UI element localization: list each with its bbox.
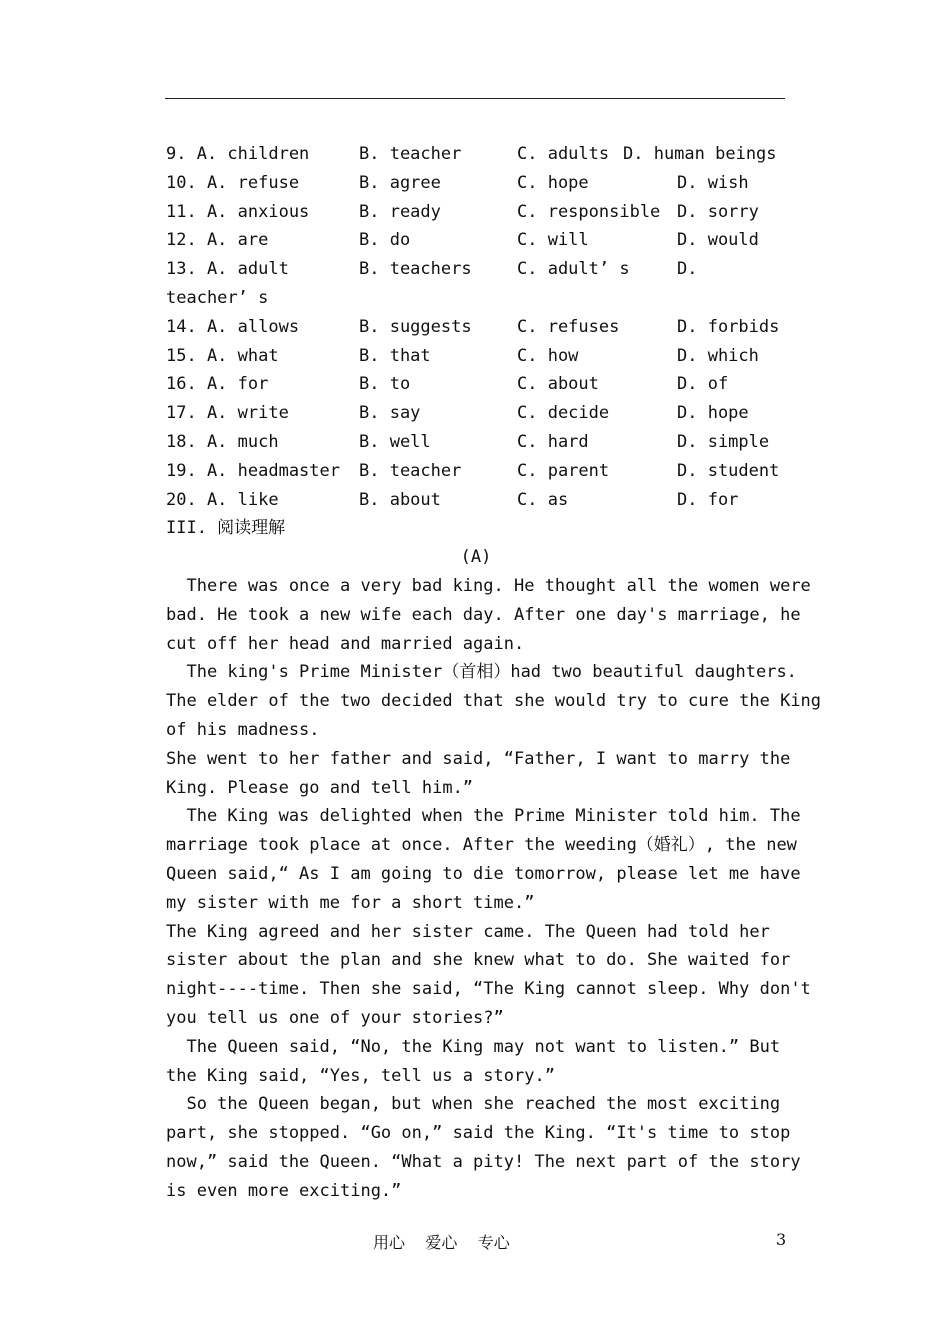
passage-line: King. Please go and tell him.”: [166, 777, 474, 798]
passage-line: The elder of the two decided that she would try to cure the King: [166, 691, 822, 712]
option-d: D. would: [677, 230, 759, 251]
section-heading-text: III. 阅读理解: [166, 518, 286, 539]
option-a: 9. A. children: [166, 144, 310, 164]
passage-line: The King agreed and her sister came. The Queen had told her: [166, 921, 770, 942]
passage-line: cut off her head and married again.: [166, 633, 525, 654]
option-d: D. forbids: [677, 316, 780, 337]
section-heading: [166, 514, 786, 543]
option-c: C. hope: [517, 172, 589, 193]
option-a: 15. A. what: [166, 345, 279, 366]
passage-line: sister about the plan and she knew what to do. She waited for: [166, 950, 791, 971]
option-d: D. hope: [677, 403, 749, 424]
option-c: C. how: [517, 345, 579, 366]
option-a: 18. A. much: [166, 431, 279, 452]
option-row-16: [166, 370, 786, 399]
option-b: B. suggests: [359, 316, 472, 337]
passage-line: now,” said the Queen. “What a pity! The next part of the story: [166, 1151, 801, 1172]
page-content: [166, 140, 822, 1205]
option-a: 17. A. write: [166, 403, 289, 424]
option-row-14: [166, 313, 786, 342]
option-c: C. will: [517, 230, 589, 251]
option-row-13: [166, 255, 786, 284]
option-a: 14. A. allows: [166, 316, 300, 337]
passage-line: marriage took place at once. After the weeding（婚礼）, the new: [166, 835, 797, 856]
passage-line: is even more exciting.”: [166, 1180, 402, 1201]
passage-line: my sister with me for a short time.”: [166, 892, 535, 913]
option-b: B. teacher: [359, 460, 462, 481]
page-number: 3: [776, 1230, 787, 1249]
option-a: 16. A. for: [166, 374, 269, 395]
option-a: 11. A. anxious: [166, 201, 310, 222]
option-b: B. well: [359, 431, 431, 452]
passage-line: of his madness.: [166, 719, 320, 740]
option-row-17: [166, 399, 786, 428]
option-row-10: [166, 169, 786, 198]
option-b: B. say: [359, 403, 421, 424]
header-rule: [165, 98, 785, 99]
passage-line: The King was delighted when the Prime Minister told him. The: [166, 806, 801, 827]
passage-line: Queen said,“ As I am going to die tomorrow, please let me have: [166, 863, 801, 884]
option-row-13-wrap: [166, 284, 786, 313]
option-c: C. about: [517, 374, 599, 395]
passage-line: part, she stopped. “Go on,” said the King. “It's time to stop: [166, 1123, 791, 1144]
option-row-11: [166, 198, 786, 227]
option-c: C. hard: [517, 431, 589, 452]
option-c: C. refuses: [517, 316, 620, 337]
footer-motto: 用心 爱心 专心: [373, 1233, 510, 1252]
option-a: 19. A. headmaster: [166, 460, 340, 481]
option-d: D. which: [677, 345, 759, 366]
passage-line: bad. He took a new wife each day. After one day's marriage, he: [166, 604, 801, 625]
option-c: C. adults: [517, 144, 610, 164]
option-row-15: [166, 342, 786, 371]
option-d: D. for: [677, 489, 739, 510]
passage-line: She went to her father and said, “Father, I want to marry the: [166, 748, 791, 769]
option-row-18: [166, 428, 786, 457]
option-d: D. simple: [677, 431, 770, 452]
option-row-9: [166, 140, 786, 169]
option-c: C. decide: [517, 403, 610, 424]
passage-body: [166, 572, 822, 1206]
passage-line: The Queen said, “No, the King may not want to listen.” But: [166, 1036, 781, 1057]
option-b: B. teacher: [359, 144, 462, 164]
option-b: B. ready: [359, 201, 441, 222]
option-a: 10. A. refuse: [166, 172, 300, 193]
option-row-12: [166, 226, 786, 255]
option-c: C. responsible: [517, 201, 661, 222]
option-d: D. wish: [677, 172, 749, 193]
option-b: B. agree: [359, 172, 441, 193]
option-d: D.: [677, 259, 698, 280]
option-b: B. teachers: [359, 259, 472, 280]
option-a: 13. A. adult: [166, 259, 289, 280]
passage-line: the King said, “Yes, tell us a story.”: [166, 1065, 555, 1086]
passage-line: There was once a very bad king. He thought all the women were: [166, 575, 811, 596]
option-b: B. do: [359, 230, 411, 251]
option-d: D. student: [677, 460, 780, 481]
option-d: D. human beings: [623, 144, 777, 164]
options-list: [166, 140, 786, 514]
option-d: D. sorry: [677, 201, 759, 222]
option-a: 12. A. are: [166, 230, 269, 251]
passage-line: The king's Prime Minister（首相）had two beautiful daughters.: [166, 662, 797, 683]
passage-line: night----time. Then she said, “The King cannot sleep. Why don't: [166, 979, 811, 1000]
passage-line: you tell us one of your stories?”: [166, 1007, 504, 1028]
option-row-20: [166, 486, 786, 515]
passage-label: (A): [460, 547, 492, 568]
option-c: C. as: [517, 489, 569, 510]
option-a: 20. A. like: [166, 489, 279, 510]
passage-line: So the Queen began, but when she reached the most exciting: [166, 1094, 781, 1115]
option-b: B. to: [359, 374, 411, 395]
option-d-wrapped: teacher’ s: [166, 287, 269, 308]
option-d: D. of: [677, 374, 729, 395]
option-b: B. about: [359, 489, 441, 510]
option-row-19: [166, 457, 786, 486]
option-c: C. parent: [517, 460, 610, 481]
option-c: C. adult’ s: [517, 259, 630, 280]
option-b: B. that: [359, 345, 431, 366]
